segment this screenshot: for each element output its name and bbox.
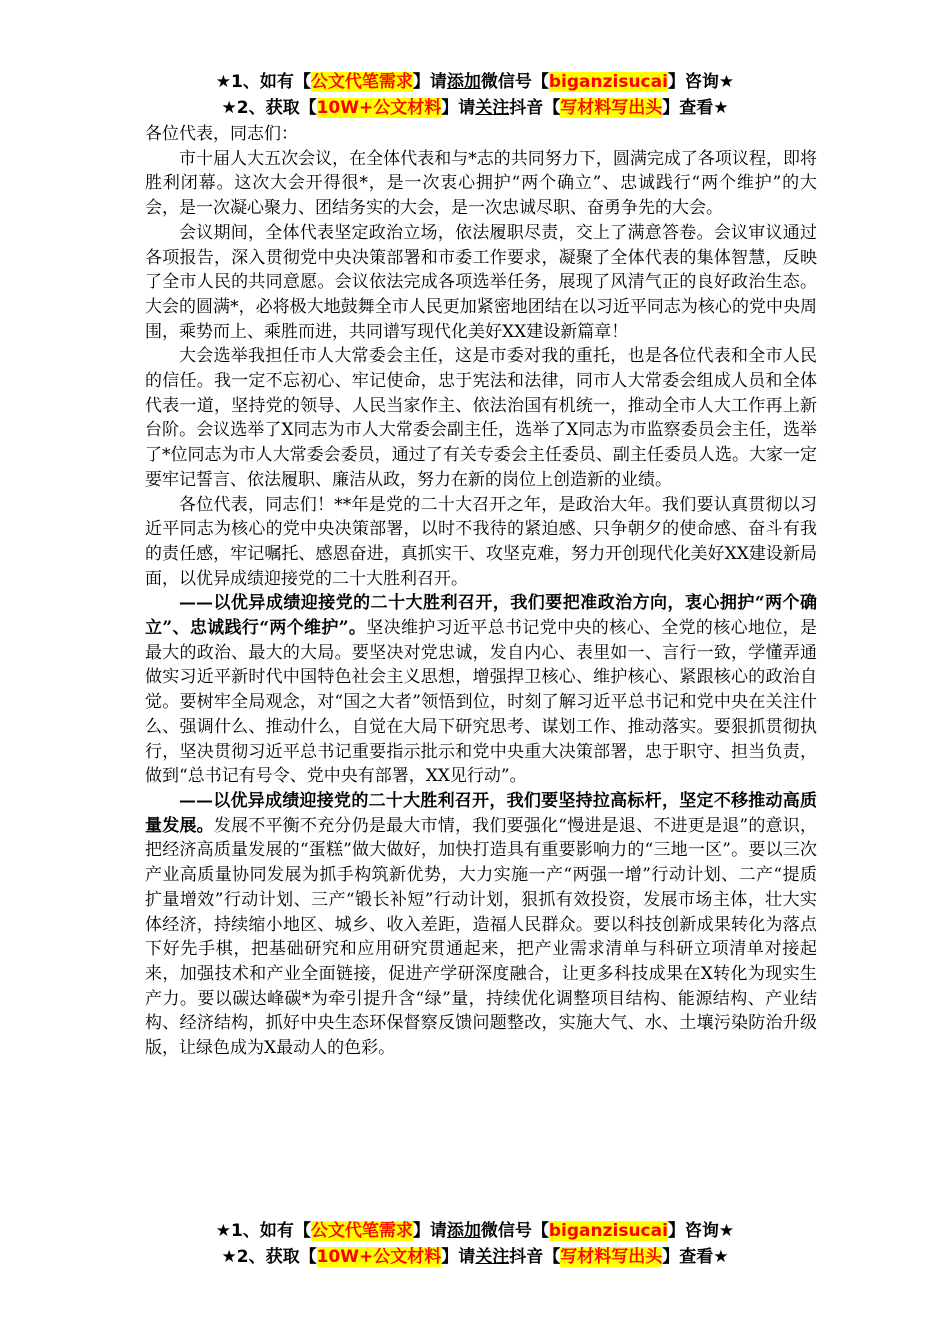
promo-line-1 [0,70,950,94]
paragraph-text: 发展不平衡不充分仍是最大市情，我们要强化“慢进是退、不进更是退”的意识，把经济高质量发展的“蛋糕”做大做好，加快打造具有重要影响力的“三地一区”。要以三次产业高质量协同发展为抓手构筑新优势，大力实施一产“两强一增”行动计划、二产“提质扩量增效”行动计划、三产“锻长补短”行动计划，狠抓有效投资，发展市场主体，壮大实体经济，持续缩小地区、城乡、收入差距，造福人民群众。要以科技创新成果转化为落点下好先手棋，把基础研究和应用研究贯通起来，把产业需求清单与科研立项清单对接起来，加强技术和产业全面链接，促进产学研深度融合，让更多科技成果在X转化为现实生产力。要以碳达峰碳*为牵引提升含“绿”量，持续优化调整项目结构、能源结构、产业结构、经济结构，抓好中央生态环保督察反馈问题整改，实施大气、水、土壤污染防治升级版，让绿色成为X最动人的色彩。 [145,815,817,1059]
paragraph: 大会选举我担任市人大常委会主任，这是市委对我的重托，也是各位代表和全市人民的信任。我一定不忘初心、牢记使命，忠于宪法和法律，同市人大常委会组成人员和全体代表一道，坚持党的领导、人民当家作主、依法治国有机统一，推动全市人大工作再上新台阶。会议选举了X同志为市人大常委会副主任，选举了X同志为市监察委员会主任，选举了*位同志为市人大常委会委员，通过了有关专委会主任委员、副主任委员人选。大家一定要牢记誓言、依法履职、廉洁从政，努力在新的岗位上创造新的业绩。 [145,346,817,490]
promo-emphasis: 关注 [475,98,510,118]
promo-text: 微信号【 [480,1221,549,1241]
paragraph-heading: ——以优异成绩迎接党的二十大胜利召开，我们要把准政治方向，衷心拥护“两个确立”、忠诚践行“两个维护”。 [145,593,817,639]
promo-text: ★2、获取【 [221,98,317,118]
promo-text: 微信号【 [480,72,549,92]
paragraph-with-heading [145,789,817,1061]
promo-text: 抖音【 [509,1247,561,1267]
promo-emphasis: 关注 [475,1247,510,1267]
promo-highlight: 公文代笔需求 [310,1221,413,1241]
paragraph: 各位代表，同志们！**年是党的二十大召开之年，是政治大年。我们要认真贯彻以习近平同志为核心的党中央决策部署，以时不我待的紧迫感、只争朝夕的使命感、奋斗有我的责任感，牢记嘱托、感恩奋进，真抓实干、攻坚克难，努力开创现代化美好XX建设新局面，以优异成绩迎接党的二十大胜利召开。 [145,494,817,589]
promo-text: 】咨询★ [667,72,735,92]
promo-emphasis: 添加 [446,1221,481,1241]
paragraph-with-heading [145,591,817,789]
promo-text: 】请 [441,1247,476,1267]
paragraph: 市十届人大五次会议，在全体代表和与*志的共同努力下，圆满完成了各项议程，即将胜利闭幕。这次大会开得很*，是一次衷心拥护“两个确立”、忠诚践行“两个维护”的大会，是一次凝心聚力、团结务实的大会，是一次忠诚尽职、奋勇争先的大会。 [145,148,817,219]
promo-douyin-id: 写材料写出头 [560,1247,663,1267]
promo-highlight: 公文代笔需求 [310,72,413,92]
promo-text: ★2、获取【 [221,1247,317,1267]
paragraph: 会议期间，全体代表坚定政治立场，依法履职尽责，交上了满意答卷。会议审议通过各项报告，深入贯彻党中央决策部署和市委工作要求，凝聚了全体代表的集体智慧，反映了全市人民的共同意愿。会议依法完成各项选举任务，展现了风清气正的良好政治生态。大会的圆满*，必将极大地鼓舞全市人民更加紧密地团结在以习近平同志为核心的党中央周围，乘势而上、乘胜而进，共同谱写现代化美好XX建设新篇章！ [145,222,817,342]
promo-text: 】请 [412,1221,447,1241]
promo-text: ★1、如有【 [215,1221,311,1241]
salutation: 各位代表，同志们： [145,124,298,144]
promo-text: 抖音【 [509,98,561,118]
promo-douyin-id: 写材料写出头 [560,98,663,118]
promo-highlight: 10W+公文材料 [316,98,442,118]
promo-highlight: 10W+公文材料 [316,1247,442,1267]
promo-line-2 [0,96,950,120]
promo-emphasis: 添加 [446,72,481,92]
paragraph-heading: ——以优异成绩迎接党的二十大胜利召开，我们要坚持拉高标杆，坚定不移推动高质量发展。 [145,790,817,836]
promo-line-2-footer [0,1245,950,1269]
paragraph-text: 坚决维护习近平总书记党中央的核心、全党的核心地位，是最大的政治、最大的大局。要坚决对党忠诚，发自内心、表里如一、言行一致，学懂弄通做实习近平新时代中国特色社会主义思想，增强捍卫核心、维护核心、紧跟核心的政治自觉。要树牢全局观念，对“国之大者”领悟到位，时刻了解习近平总书记和党中央在关注什么、强调什么、推动什么，自觉在大局下研究思考、谋划工作、推动落实。要狠抓贯彻执行，坚决贯彻习近平总书记重要指示批示和党中央重大决策部署，忠于职守、担当负责，做到“总书记有号令、党中央有部署，XX见行动”。 [145,618,818,787]
speech-body [145,122,817,1061]
promo-text: 】请 [412,72,447,92]
promo-wechat-id: biganzisucai [548,1221,668,1241]
promo-text: 】咨询★ [667,1221,735,1241]
promo-text: 】请 [441,98,476,118]
promo-text: ★1、如有【 [215,72,311,92]
promo-wechat-id: biganzisucai [548,72,668,92]
promo-text: 】查看★ [662,98,729,118]
promo-text: 】查看★ [662,1247,729,1267]
promo-line-1-footer [0,1219,950,1243]
